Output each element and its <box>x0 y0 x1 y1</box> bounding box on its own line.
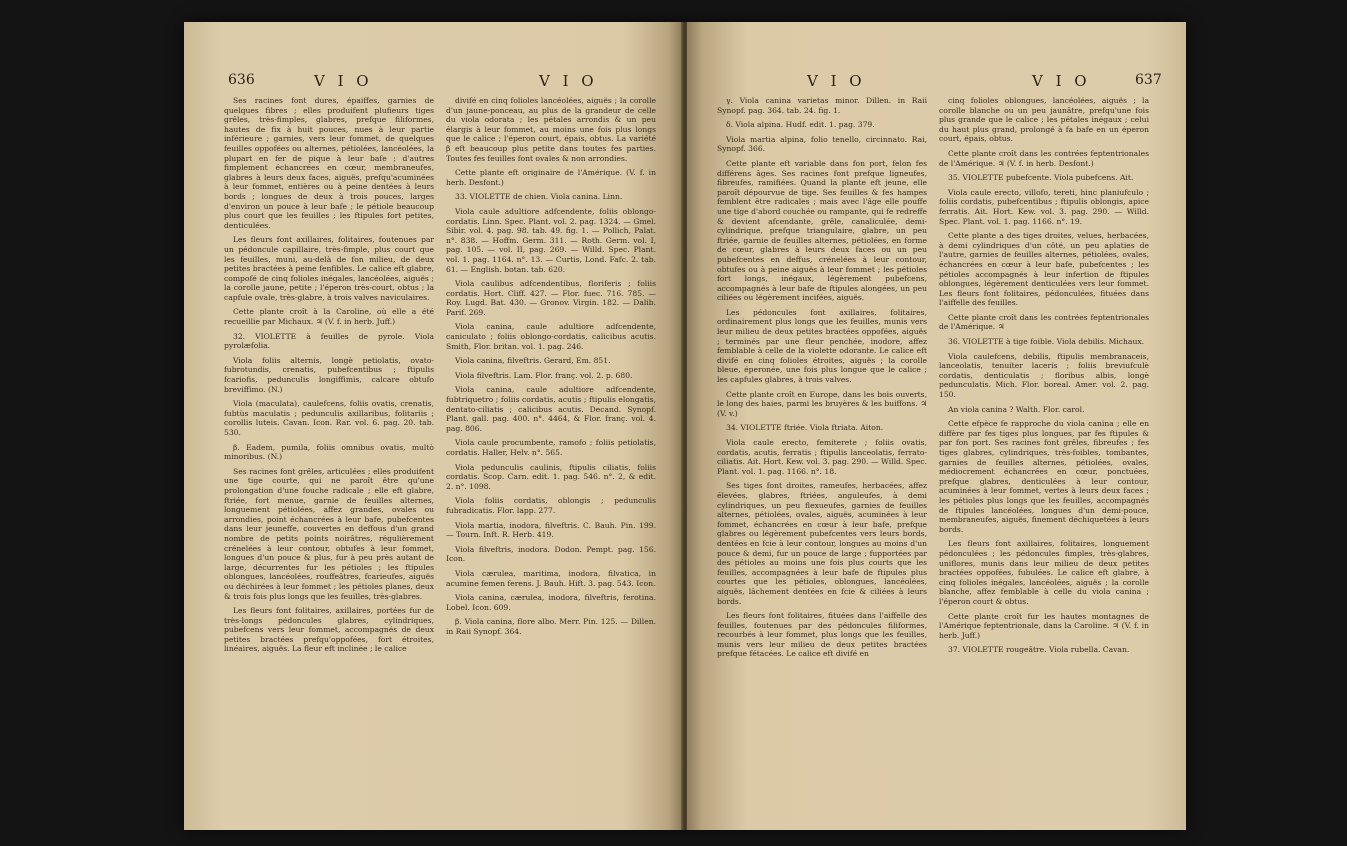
paragraph: Les fleurs font axillaires, folitaires, foutenues par un pédoncule capillaire, très-fimple, plus court que les feuilles, muni, au-delà de fon milieu, de deux petites bractées à peine fenfibles. Le calice eft glabre, compofé de cinq folioles inégales, lancéolées, aiguës ; la corolle jaune, petite ; l'éperon très-court, obtus ; la capfule ovale, très-glabre, à trois valves naviculaires. <box>224 235 434 302</box>
paragraph: Viola caulibus adfcendentibus, floriferis ; foliis cordatis. Hort. Cliff. 427. — Flor. fuec. 716. 785. — Roy. Lugd. Bat. 430. — Gronov. Virgin. 182. — Dalib. Parif. 269. <box>446 279 656 317</box>
paragraph: Viola caule erecto, femiterete ; foliis ovatis, cordatis, acutis, ferratis ; ftipulis lanceolatis, ferrato-ciliatis. Ait. Hort. Kew. vol. 3. pag. 290. — Willd. Spec. Plant. vol. 1. pag. 1166. n°. 18. <box>717 438 927 476</box>
paragraph: Viola canina, cærulea, inodora, filveftris, ferotina. Lobel. Icon. 609. <box>446 593 656 612</box>
paragraph: Cette efpèce fe rapproche du viola canina ; elle en diffère par fes tiges plus longues, par fes ftipules & par fon port. Ses racines font grêles, fibreufes ; fes tiges glabres, cylindriques, très-foibles, tombantes, garnies de feuilles alternes, pétiolées, ovales, médiocrement échancrées en cœur, ponctuées, prefque glabres, denticulées à leur contour, acuminées à leur fommet, vertes à leurs deux faces ; les pétioles plus longs que les feuilles, accompagnés de ftipules lancéolées, longues d'un demi-pouce, membraneufes, aiguës, finement déchiquetées à leurs bords. <box>939 419 1149 534</box>
paragraph: Viola caulefcens, debilis, ftipulis membranaceis, lanceolatis, tenuiter laceris ; foliis breviufculè cordatis, denticulatis ; floribus albis, longè pedunculatis. Mich. Flor. boreal. Amer. vol. 2. pag. 150. <box>939 351 1149 400</box>
paragraph: Viola canina, filveftris. Gerard, Em. 851. <box>455 356 611 366</box>
paragraph: 36. VIOLETTE à tige foible. Viola debilis. Michaux. <box>948 337 1145 347</box>
paragraph: Viola filveftris, inodora. Dodon. Pempt. pag. 156. Icon. <box>446 544 656 564</box>
paragraph: cinq folioles oblongues, lancéolées, aiguës ; la corolle blanche ou un peu jaunâtre, prefqu'une fois plus grande que le calice ; les pétales inégaux ; celui du haut plus grand, prolongé à fa bafe en un éperon court, épais, obtus. <box>939 96 1149 144</box>
paragraph: An viola canina ? Walth. Flor. carol. <box>948 404 1085 414</box>
paragraph: β. Eadem, pumila, foliis omnibus ovatis, multò minoribus. (N.) <box>224 442 434 462</box>
paragraph: Viola caule adultiore adfcendente, foliis oblongo-cordatis. Linn. Spec. Plant. vol. 2. pag. 1324. — Gmel. Sibir. vol. 4. pag. 98. tab. 49. fig. 1. — Pollich, Palat. n°. 838. — Hoffm. Germ. 311. — Roth. Germ. vol. I, pag. 105. — vol. II, pag. 269. — Willd. Spec. Plant. vol. 1. pag. 1164. n°. 13. — Curtis, Lond. Fafc. 2. tab. 61. — English. botan. tab. 620. <box>446 206 656 274</box>
paragraph: Ses racines font dures, épaiffes, garnies de quelques fibres ; elles produifent plufieurs tiges grêles, très-fimples, glabres, prefque filiformes, hautes de fix à huit pouces, nues à leur partie inférieure ; garnies, vers leur fommet, de quelques feuilles oppofées ou alternes, pétiolées, lancéolées, la plupart en fer de pique à leur bafe ; d'autres fimplement échancrées en cœur, membraneufes, glabres à leurs deux faces, aiguës, prefqu'acuminées à leur fommet, entières ou à peine dentées à leurs bords ; longues de deux à trois pouces, larges d'environ un pouce à leur bafe ; le pétiole beaucoup plus court que les feuilles ; les ftipules fort petites, denticulées. <box>224 96 434 230</box>
left-page-number: 636 <box>228 72 255 88</box>
paragraph: Viola filveftris. Lam. Flor. franç. vol. 2. p. 680. <box>455 370 633 380</box>
paragraph: Cette plante a des tiges droites, velues, herbacées, à demi cylindriques d'un côté, un peu aplaties de l'autre, garnies de feuilles alternes, pétiolées, ovales, échancrées en cœur à leur bafe, pubefcentes ; les pétioles accompagnés à leur infertion de ftipules oblongues, légèrement denticulées vers leur fommet. Les fleurs font folitaires, pédonculées, fituées dans l'aiffelle des feuilles. <box>939 231 1149 308</box>
paragraph: Les fleurs font folitaires, axillaires, portées fur de très-longs pédoncules glabres, cylindriques, pubefcens vers leur fommet, accompagnés de deux petites bractées prefqu'oppofées, fort étroites, linéaires, aiguës. La fleur eft inclinée ; le calice <box>224 606 434 654</box>
paragraph: Les fleurs font axillaires, folitaires, longuement pédonculées ; les pédoncules fimples, très-glabres, uniflores, munis dans leur milieu de deux petites bractées oppofées, fubulées. Le calice eft glabre, à cinq folioles inégales, lancéolées, aiguës ; la corolle blanche, affez femblable à celle du viola canina ; l'éperon court & obtus. <box>939 539 1149 606</box>
paragraph: Ses tiges font droites, rameufes, herbacées, affez élevées, glabres, ftriées, anguleufes, à demi cylindriques, un peu flexueufes, garnies de feuilles alternes, pétiolées, ovales, aiguës, acuminées à leur fommet, échancrées en cœur à leur bafe, prefque glabres ou légèrement pubefcentes vers leurs bords, dentées en fcie à leur contour, longues au moins d'un pouce & demi, fur un pouce de large ; fupportées par des pétioles au moins une fois plus courts que les feuilles, accompagnées à leur bafe de ftipules plus courtes que les pétioles, oblongues, lancéolées, aiguës, lâchement dentées en fcie & ciliées à leurs bords. <box>717 481 927 606</box>
paragraph: Viola pedunculis caulinis, ftipulis ciliatis, foliis cordatis. Scop. Carn. edit. 1. pag. 546. n°. 2, & edit. 2. n°. 1098. <box>446 462 656 491</box>
paragraph: Viola caule erecto, villofo, tereti, hinc planiufculo ; foliis cordatis, pubefcentibus ; ftipulis oblongis, apice ferratis. Ait. Hort. Kew. vol. 3. pag. 290. — Willd. Spec. Plant. vol. 1. pag. 1166. n°. 19. <box>939 187 1149 226</box>
paragraph: Viola caule procumbente, ramofo ; foliis petiolatis, cordatis. Haller, Helv. n°. 565. <box>446 438 656 457</box>
paragraph: Cette plante croît dans les contrées feptentrionales de l'Amérique. ♃ (V. f. in herb. Desfont.) <box>939 148 1149 168</box>
right-column-2 <box>939 96 1149 660</box>
paragraph: 35. VIOLETTE pubefcente. Viola pubefcens. Ait. <box>948 173 1134 183</box>
left-page <box>184 22 683 830</box>
paragraph: Cette plante croît à la Caroline, où elle a été recueillie par Michaux. ♃ (V. f. in herb. Juff.) <box>224 307 434 327</box>
paragraph: Les fleurs font folitaires, fituées dans l'aiffelle des feuilles, foutenues par des pédoncules filiformes, recourbés à leur fommet, plus longs que les feuilles, munis vers leur milieu de deux petites bractées prefque fétacées. Le calice eft divifé en <box>717 611 927 659</box>
paragraph: Viola foliis alternis, longè petiolatis, ovato-fubrotundis, crenatis, pubefcentibus ; ftipulis fcariofis, pedunculis longiffimis, calcare obtufo breviffimo. (N.) <box>224 355 434 394</box>
paragraph: Cette plante eft variable dans fon port, felon fes différens âges. Ses racines font prefque ligneufes, fibreufes, ramifiées. Quand la plante eft jeune, elle paroît dépourvue de tige. Ses feuilles & fes hampes femblent être radicales ; mais avec l'âge elle pouffe une tige d'abord couchée ou rampante, qui fe redreffe & devient afcendante, grêle, canaliculée, demi-cylindrique, prefque triangulaire, glabre, un peu ftriée, garnie de feuilles alternes, pétiolées, en forme de cœur, glabres à leurs deux faces ou un peu pubefcentes en deffus, crénelées à leur contour, obtufes ou à peine aiguës à leur fommet ; les pétioles fort longs, inégaux, légèrement pubefcens, accompagnés à leur bafe de ftipules alongées, un peu ciliées ou légèrement incifées, aiguës. <box>717 158 927 303</box>
paragraph: Cette plante eft originaire de l'Amérique. (V. f. in herb. Desfont.) <box>446 168 656 187</box>
left-column-2 <box>446 96 656 642</box>
left-running-head-1: V I O <box>314 72 373 90</box>
paragraph: δ. Viola alpina. Hudf. edit. 1. pag. 379. <box>726 120 875 130</box>
paragraph: Viola (maculata), caulefcens, foliis ovatis, crenatis, fubtùs maculatis ; pedunculis axillaribus, folitariis ; corollis luteis. Cavan. Icon. Rar. vol. 6. pag. 20. tab. 530. <box>224 399 434 437</box>
paragraph: divifé en cinq folioles lancéolées, aiguës ; la corolle d'un jaune-ponceau, au plus de la grandeur de celle du viola odorata ; les pétales arrondis & un peu élargis à leur fommet, au moins une fois plus longs que le calice ; l'éperon court, épais, obtus. La variété β eft beaucoup plus petite dans toutes fes parties. Toutes fes feuilles font ovales & non arrondies. <box>446 96 656 163</box>
paragraph: Viola canina, caule adultiore adfcendente, fubtriquetro ; foliis cordatis, acutis ; ftipulis elongatis, dentato-ciliatis ; calicibus acutis. Decand. Synopf. Plant. gall. pag. 400. n°. 4464, & Flor. franç. vol. 4. pag. 806. <box>446 385 656 433</box>
paragraph: Viola cærulea, maritima, inodora, filvatica, in acumine femen ferens. J. Bauh. Hift. 3. pag. 543. Icon. <box>446 568 656 588</box>
right-running-head-1: V I O <box>807 72 866 90</box>
left-column-1 <box>224 96 434 659</box>
paragraph: 33. VIOLETTE de chien. Viola canina. Linn. <box>455 192 623 202</box>
paragraph: 34. VIOLETTE ftriée. Viola ftriata. Aiton. <box>726 423 884 433</box>
book-spread <box>184 22 1186 830</box>
paragraph: β. Viola canina, flore albo. Merr. Pin. 125. — Dillen. in Raii Synopf. 364. <box>446 617 656 636</box>
right-running-head-2: V I O <box>1032 72 1091 90</box>
paragraph: Viola foliis cordatis, oblongis ; pedunculis fubradicatis. Flor. lapp. 277. <box>446 496 656 515</box>
right-column-1 <box>717 96 927 664</box>
paragraph: Viola canina, caule adultiore adfcendente, caniculato ; foliis oblongo-cordatis, calicibus acutis. Smith, Flor. britan. vol. 1. pag. 246. <box>446 322 656 351</box>
paragraph: Ses racines font grêles, articulées ; elles produifent une tige courte, qui ne paroît être qu'une prolongation d'une fouche radicale ; elle eft glabre, ftriée, fort menue, garnie de feuilles alternes, longuement pétiolées, affez grandes, ovales ou arrondies, point échancrées à leur bafe, pubefcentes dans leur jeuneffe, couvertes en deffous d'un grand nombre de petits points noirâtres, régulièrement crénelées à leur contour, obtufes à leur fommet, longues d'un pouce & plus, fur à peu près autant de large, décurrentes fur les pétioles ; les ftipules oblongues, lancéolées, rouffeâtres, fcarieufes, aiguës ou déchirées à leur fommet ; les pétioles planes, deux & trois fois plus longs que les feuilles, très-glabres. <box>224 466 434 601</box>
right-page-number: 637 <box>1135 72 1162 88</box>
paragraph: γ. Viola canina varietas minor. Dillen. in Raii Synopf. pag. 364. tab. 24. fig. 1. <box>717 96 927 115</box>
paragraph: Cette plante croît en Europe, dans les bois ouverts, le long des haies, parmi les bruyères & les buiffons. ♃ (V. v.) <box>717 389 927 418</box>
paragraph: Viola martia, inodora, filveftris. C. Bauh. Pin. 199. — Tourn. Inft. R. Herb. 419. <box>446 520 656 540</box>
paragraph: 32. VIOLETTE à feuilles de pyrole. Viola pyrolæfolia. <box>224 331 434 351</box>
paragraph: 37. VIOLETTE rougeâtre. Viola rubella. Cavan. <box>948 645 1130 655</box>
left-running-head-2: V I O <box>539 72 598 90</box>
paragraph: Les pédoncules font axillaires, folitaires, ordinairement plus longs que les feuilles, munis vers leur milieu de deux petites bractées oppofées, aiguës ; terminés par une fleur penchée, inodore, affez femblable à celle de la violette odorante. Le calice eft divifé en cinq folioles étroites, aiguës ; la corolle bleue, éperonée, une fois plus longue que le calice ; les capfules glabres, à trois valves. <box>717 307 927 385</box>
right-page <box>687 22 1186 830</box>
paragraph: Viola martia alpina, folio tenello, circinnato. Rai, Synopf. 366. <box>717 134 927 154</box>
paragraph: Cette plante croît dans les contrées feptentrionales de l'Amérique. ♃ <box>939 312 1149 332</box>
paragraph: Cette plante croît fur les hautes montagnes de l'Amérique feptentrionale, dans la Caroline. ♃ (V. f. in herb. Juff.) <box>939 611 1149 640</box>
